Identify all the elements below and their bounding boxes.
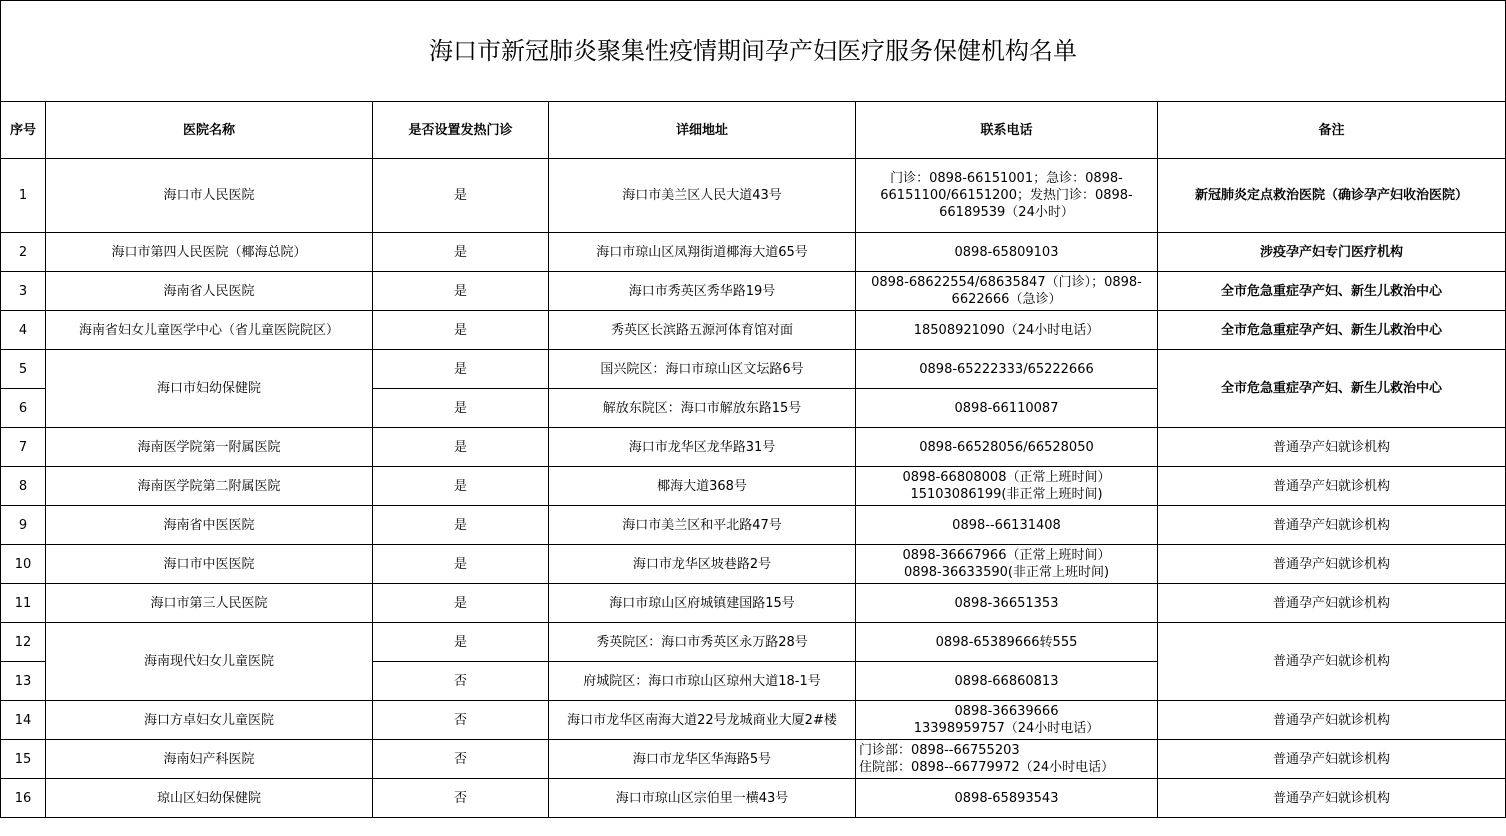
cell-note: 普通孕产妇就诊机构	[1158, 701, 1506, 740]
cell-note: 全市危急重症孕产妇、新生儿救治中心	[1158, 272, 1506, 311]
cell-note: 普通孕产妇就诊机构	[1158, 623, 1506, 701]
cell-fever: 否	[373, 701, 549, 740]
cell-seq: 6	[1, 389, 46, 428]
table-row	[1, 350, 1506, 389]
cell-note: 新冠肺炎定点救治医院（确诊孕产妇收治医院）	[1158, 159, 1506, 233]
cell-fever: 是	[373, 350, 549, 389]
header-phone: 联系电话	[856, 102, 1158, 159]
header-row	[1, 102, 1506, 159]
cell-phone: 门诊：0898-66151001；急诊：0898-66151100/66151200；发热门诊：0898-66189539（24小时）	[856, 159, 1158, 233]
cell-name: 海南妇产科医院	[46, 740, 373, 779]
phone-line: 0898-36633590(非正常上班时间)	[903, 565, 1110, 580]
table-row	[1, 545, 1506, 584]
cell-phone: 0898-65893543	[856, 779, 1158, 818]
cell-phone: 18508921090（24小时电话）	[856, 311, 1158, 350]
phone-line: 13398959757（24小时电话）	[913, 721, 1100, 736]
cell-fever: 是	[373, 389, 549, 428]
cell-address: 秀英院区：海口市秀英区永万路28号	[549, 623, 856, 662]
cell-fever: 是	[373, 467, 549, 506]
cell-phone: 0898-36651353	[856, 584, 1158, 623]
cell-name: 海口市第三人民医院	[46, 584, 373, 623]
cell-fever: 是	[373, 311, 549, 350]
cell-note: 普通孕产妇就诊机构	[1158, 506, 1506, 545]
cell-address: 海口市龙华区南海大道22号龙城商业大厦2#楼	[549, 701, 856, 740]
cell-fever: 否	[373, 740, 549, 779]
cell-seq: 1	[1, 159, 46, 233]
cell-fever: 是	[373, 272, 549, 311]
cell-fever: 是	[373, 506, 549, 545]
cell-note: 普通孕产妇就诊机构	[1158, 584, 1506, 623]
cell-name: 海南省妇女儿童医学中心（省儿童医院院区）	[46, 311, 373, 350]
table-row	[1, 467, 1506, 506]
cell-address: 海口市龙华区坡巷路2号	[549, 545, 856, 584]
cell-address: 国兴院区：海口市琼山区文坛路6号	[549, 350, 856, 389]
cell-seq: 15	[1, 740, 46, 779]
cell-phone: 0898-65222333/65222666	[856, 350, 1158, 389]
header-fever: 是否设置发热门诊	[373, 102, 549, 159]
cell-phone: 0898-65389666转555	[856, 623, 1158, 662]
table-row	[1, 506, 1506, 545]
table-row	[1, 272, 1506, 311]
phone-line: 0898-36667966（正常上班时间）	[902, 548, 1111, 563]
cell-name: 海南省中医医院	[46, 506, 373, 545]
cell-fever: 否	[373, 779, 549, 818]
table-row	[1, 584, 1506, 623]
cell-address: 海口市秀英区秀华路19号	[549, 272, 856, 311]
cell-address: 海口市美兰区人民大道43号	[549, 159, 856, 233]
cell-seq: 12	[1, 623, 46, 662]
cell-seq: 8	[1, 467, 46, 506]
cell-address: 秀英区长滨路五源河体育馆对面	[549, 311, 856, 350]
cell-note: 普通孕产妇就诊机构	[1158, 779, 1506, 818]
phone-line: 门诊部：0898--66755203	[859, 743, 1020, 758]
cell-seq: 9	[1, 506, 46, 545]
cell-note: 普通孕产妇就诊机构	[1158, 740, 1506, 779]
cell-note: 涉疫孕产妇专门医疗机构	[1158, 233, 1506, 272]
table-row	[1, 740, 1506, 779]
table-row	[1, 159, 1506, 233]
cell-note: 全市危急重症孕产妇、新生儿救治中心	[1158, 311, 1506, 350]
header-name: 医院名称	[46, 102, 373, 159]
cell-phone	[856, 545, 1158, 584]
cell-note: 普通孕产妇就诊机构	[1158, 467, 1506, 506]
table-row	[1, 311, 1506, 350]
cell-name: 海南省人民医院	[46, 272, 373, 311]
cell-seq: 3	[1, 272, 46, 311]
cell-name: 海南医学院第二附属医院	[46, 467, 373, 506]
cell-address: 海口市琼山区宗伯里一横43号	[549, 779, 856, 818]
header-note: 备注	[1158, 102, 1506, 159]
cell-fever: 是	[373, 159, 549, 233]
cell-phone: 0898-66528056/66528050	[856, 428, 1158, 467]
cell-phone: 0898--66131408	[856, 506, 1158, 545]
cell-phone: 0898-65809103	[856, 233, 1158, 272]
cell-note: 全市危急重症孕产妇、新生儿救治中心	[1158, 350, 1506, 428]
phone-line: 住院部：0898--66779972（24小时电话）	[859, 760, 1115, 775]
cell-seq: 11	[1, 584, 46, 623]
cell-phone	[856, 701, 1158, 740]
header-address: 详细地址	[549, 102, 856, 159]
cell-name: 海口市人民医院	[46, 159, 373, 233]
cell-seq: 5	[1, 350, 46, 389]
cell-fever: 否	[373, 662, 549, 701]
table-row	[1, 701, 1506, 740]
cell-phone: 0898-68622554/68635847（门诊）；0898-6622666（急诊）	[856, 272, 1158, 311]
cell-address: 海口市龙华区华海路5号	[549, 740, 856, 779]
cell-name: 琼山区妇幼保健院	[46, 779, 373, 818]
table-row	[1, 428, 1506, 467]
cell-address: 椰海大道368号	[549, 467, 856, 506]
cell-name: 海口市中医医院	[46, 545, 373, 584]
sheet-title: 海口市新冠肺炎聚集性疫情期间孕产妇医疗服务保健机构名单	[1, 1, 1506, 102]
cell-address: 海口市琼山区府城镇建国路15号	[549, 584, 856, 623]
cell-address: 海口市琼山区凤翔街道椰海大道65号	[549, 233, 856, 272]
cell-fever: 是	[373, 623, 549, 662]
cell-fever: 是	[373, 584, 549, 623]
cell-fever: 是	[373, 233, 549, 272]
cell-name: 海口方卓妇女儿童医院	[46, 701, 373, 740]
cell-address: 海口市龙华区龙华路31号	[549, 428, 856, 467]
cell-address: 解放东院区：海口市解放东路15号	[549, 389, 856, 428]
cell-name: 海口市第四人民医院（椰海总院）	[46, 233, 373, 272]
cell-phone: 0898-66860813	[856, 662, 1158, 701]
cell-name: 海口市妇幼保健院	[46, 350, 373, 428]
cell-seq: 13	[1, 662, 46, 701]
header-seq: 序号	[1, 102, 46, 159]
cell-address: 府城院区：海口市琼山区琼州大道18-1号	[549, 662, 856, 701]
phone-line: 0898-36639666	[954, 704, 1059, 719]
phone-line: 0898-66808008（正常上班时间）	[902, 470, 1111, 485]
cell-seq: 16	[1, 779, 46, 818]
phone-line: 15103086199(非正常上班时间)	[910, 487, 1103, 502]
cell-phone: 0898-66110087	[856, 389, 1158, 428]
table-row	[1, 623, 1506, 662]
table-row	[1, 233, 1506, 272]
cell-name: 海南医学院第一附属医院	[46, 428, 373, 467]
cell-fever: 是	[373, 428, 549, 467]
cell-seq: 10	[1, 545, 46, 584]
cell-fever: 是	[373, 545, 549, 584]
cell-phone	[856, 467, 1158, 506]
cell-address: 海口市美兰区和平北路47号	[549, 506, 856, 545]
cell-seq: 4	[1, 311, 46, 350]
cell-seq: 2	[1, 233, 46, 272]
cell-phone	[856, 740, 1158, 779]
cell-name: 海南现代妇女儿童医院	[46, 623, 373, 701]
table-row	[1, 779, 1506, 818]
cell-seq: 7	[1, 428, 46, 467]
cell-note: 普通孕产妇就诊机构	[1158, 428, 1506, 467]
cell-note: 普通孕产妇就诊机构	[1158, 545, 1506, 584]
cell-seq: 14	[1, 701, 46, 740]
